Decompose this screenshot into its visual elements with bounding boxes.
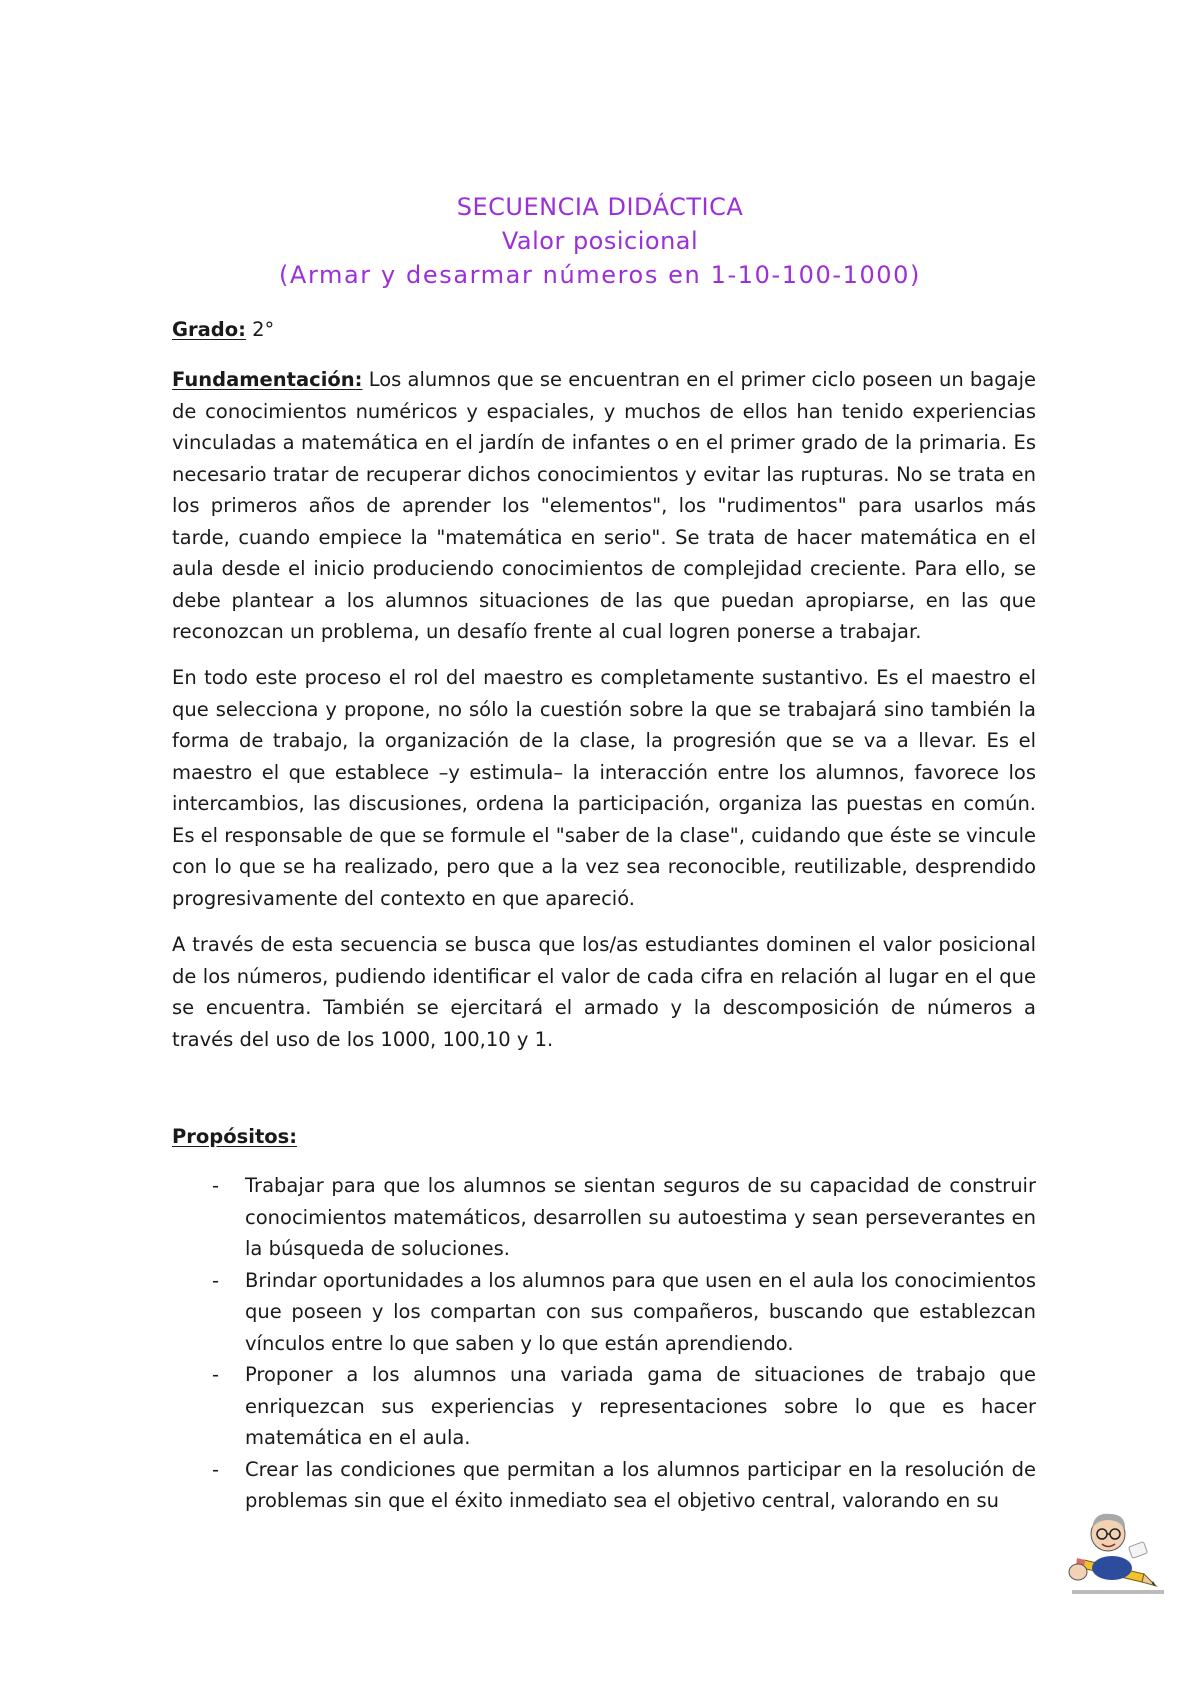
title-line-3: (Armar y desarmar números en 1-10-100-1000): [278, 261, 922, 289]
propositos-heading: [172, 1121, 1036, 1153]
bullet-dash: -: [212, 1457, 220, 1481]
list-item: [172, 1265, 1036, 1360]
list-item: [172, 1454, 1036, 1517]
title-line-1: SECUENCIA DIDÁCTICA: [456, 193, 744, 221]
list-item-text: Proponer a los alumnos una variada gama de situaciones de trabajo que enriquezcan sus experiencias y representaciones sobre lo que es hacer matemática en el aula.: [245, 1363, 1036, 1449]
grado-value: 2°: [252, 318, 275, 341]
propositos-list: [172, 1170, 1036, 1517]
bullet-dash: -: [212, 1363, 220, 1386]
list-item-text: Brindar oportunidades a los alumnos para que usen en el aula los conocimientos que poseen y los compartan con sus compañeros, buscando que establezcan vínculos entre lo que saben y lo que están aprendiendo.: [245, 1268, 1036, 1355]
fundamentacion-paragraph: [172, 364, 1036, 648]
list-item: [172, 1170, 1036, 1265]
list-item: [172, 1359, 1036, 1454]
list-item-text: Crear las condiciones que permitan a los alumnos participar en la resolución de problemas sin que el éxito inmediato sea el objetivo central, valorando en su: [245, 1457, 1036, 1512]
teacher-cartoon-logo-icon: [1064, 1506, 1172, 1596]
title-line-2: Valor posicional: [501, 227, 699, 255]
bullet-dash: -: [212, 1268, 220, 1292]
paragraph-objetivo: A través de esta secuencia se busca que los/as estudiantes dominen el valor posicional de los números, pudiendo identificar el valor de cada cifra en relación al lugar en el que se encuentra. También se ejercitará el armado y la descomposición de números a través del uso de los 1000, 100,10 y 1.: [172, 933, 1036, 1051]
grado-line: [172, 314, 1036, 346]
paragraph-rol-maestro: En todo este proceso el rol del maestro es completamente sustantivo. Es el maestro el que selecciona y propone, no sólo la cuestión sobre la que se trabajará sino también la forma de trabajo, la organización de la clase, la progresión que se va a llevar. Es el maestro el que establece –y estimula– la interacción entre los alumnos, favorece los intercambios, las discusiones, ordena la participación, organiza las puestas en común. Es el responsable de que se formule el "saber de la clase", cuidando que éste se vincule con lo que se ha realizado, pero que a la vez sea reconocible, reutilizable, desprendido progresivamente del contexto en que apareció.: [172, 666, 1036, 910]
list-item-text: Trabajar para que los alumnos se sientan seguros de su capacidad de construir conocimientos matemáticos, desarrollen su autoestima y sean perseverantes en la búsqueda de soluciones.: [245, 1174, 1036, 1260]
document-title: [0, 190, 1200, 292]
grado-label: Grado:: [172, 318, 246, 341]
character-icon: [1069, 1514, 1148, 1580]
fundamentacion-label: Fundamentación:: [172, 368, 363, 391]
bullet-dash: -: [212, 1174, 220, 1197]
fundamentacion-text: Los alumnos que se encuentran en el primer ciclo poseen un bagaje de conocimientos numéricos y espaciales, y muchos de ellos han tenido experiencias vinculadas a matemática en el jardín de infantes o en el primer grado de la primaria. Es necesario tratar de recuperar dichos conocimientos y evitar las rupturas. No se trata en los primeros años de aprender los "elementos", los "rudimentos" para usarlos más tarde, cuando empiece la "matemática en serio". Se trata de hacer matemática en el aula desde el inicio produciendo conocimientos de complejidad creciente. Para ello, se debe plantear a los alumnos situaciones de las que puedan apropiarse, en las que reconozcan un problema, un desafío frente al cual logren ponerse a trabajar.: [172, 368, 1037, 643]
propositos-label: Propósitos:: [172, 1125, 298, 1148]
